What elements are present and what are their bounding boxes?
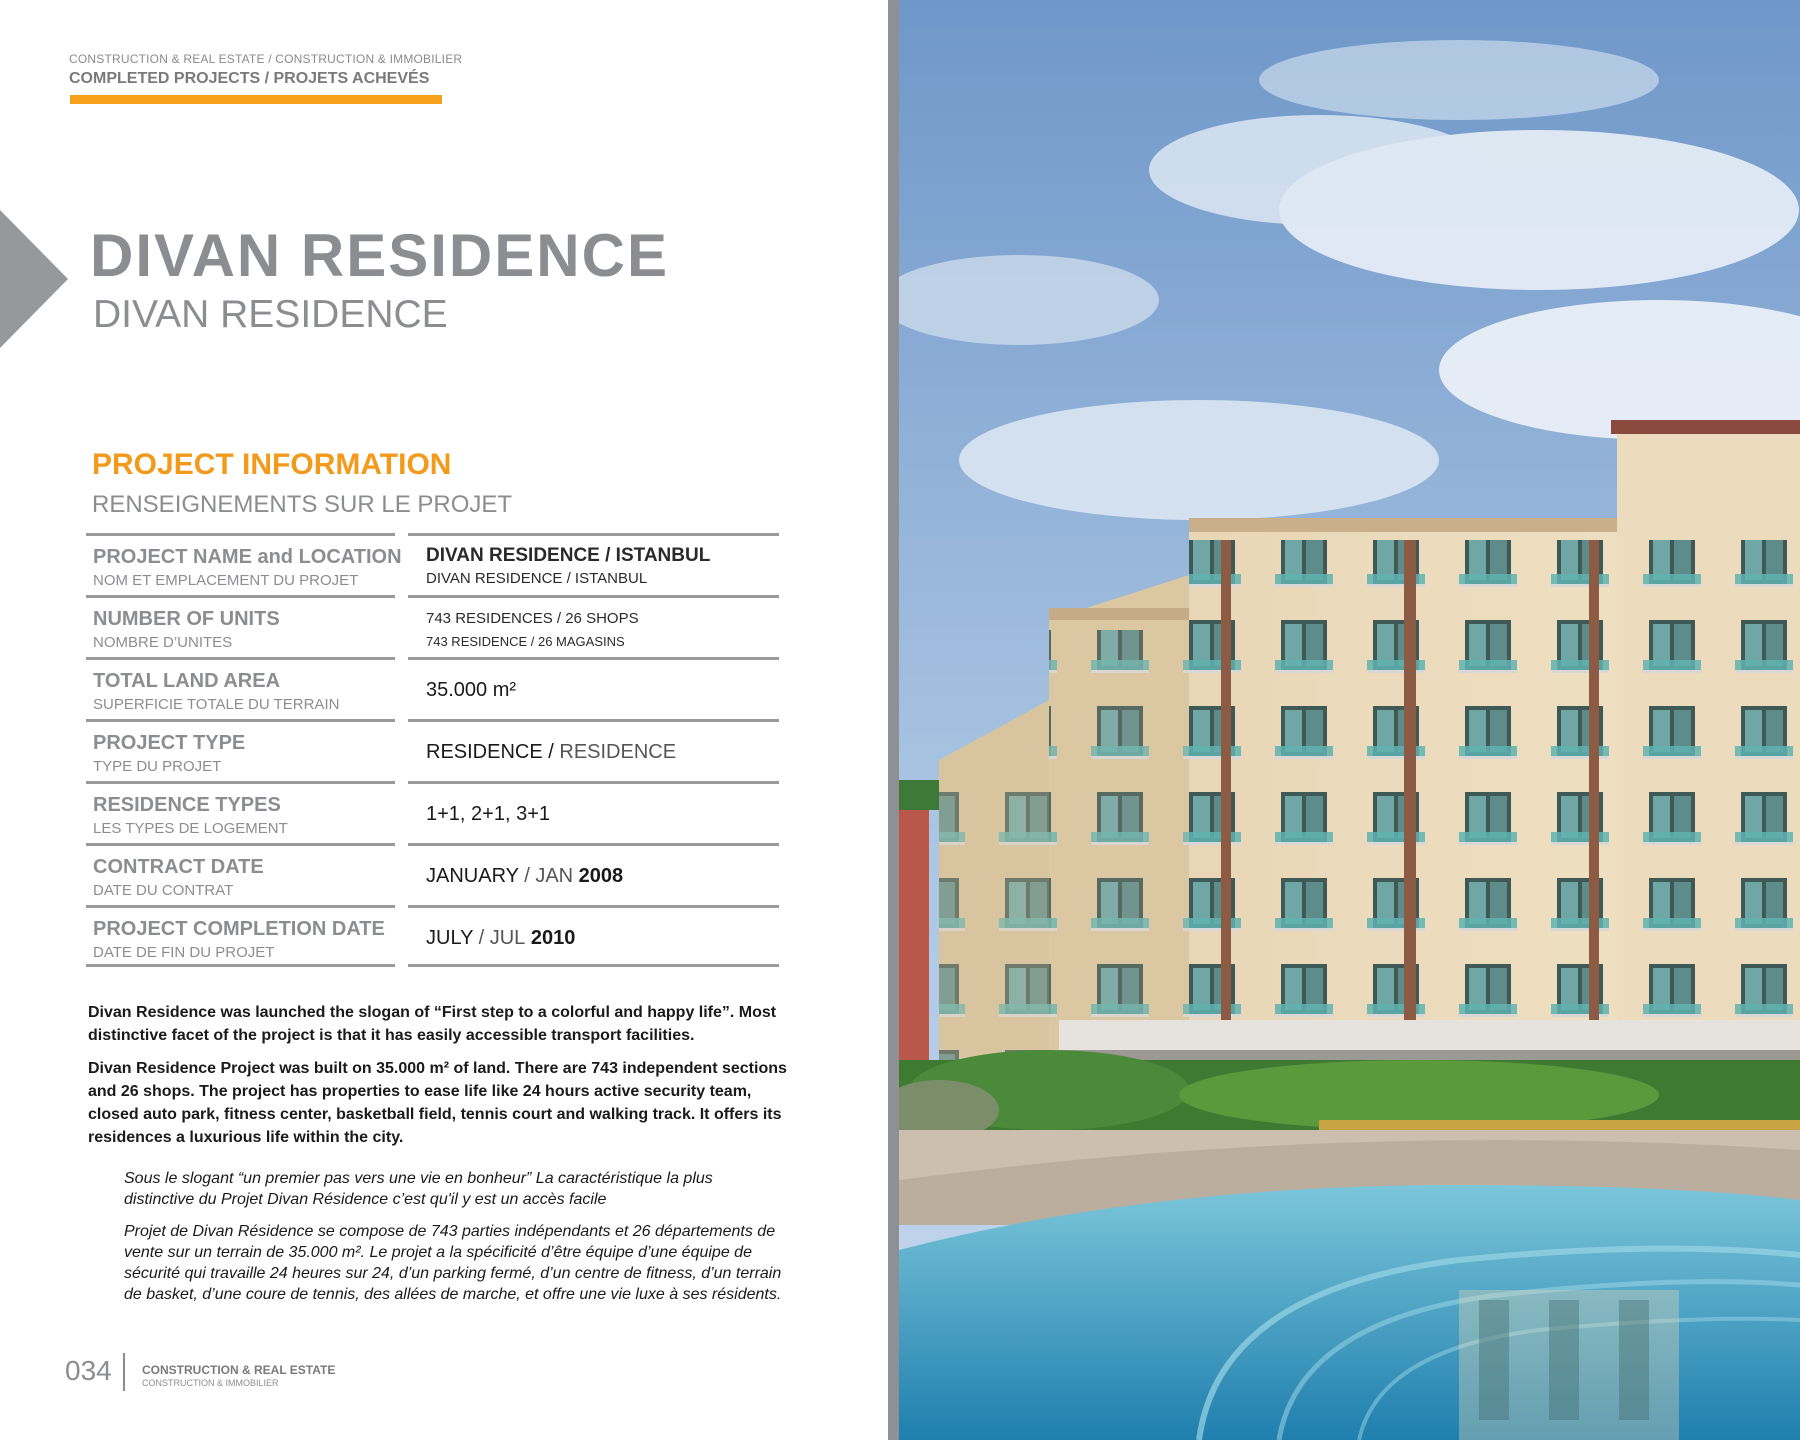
project-info-table xyxy=(86,533,779,967)
year: 2010 xyxy=(525,927,576,949)
page-title: DIVAN RESIDENCE xyxy=(90,222,669,289)
month-en: JANUARY xyxy=(426,865,519,887)
value-en: 743 RESIDENCES / 26 SHOPS xyxy=(426,610,639,627)
row-label xyxy=(86,595,395,654)
row-value xyxy=(408,905,779,967)
value-separator: / xyxy=(473,927,490,949)
info-page xyxy=(0,0,888,1440)
month-fr: JAN xyxy=(535,865,574,887)
label-fr: DATE DE FIN DU PROJET xyxy=(93,944,275,961)
section-subtitle: RENSEIGNEMENTS SUR LE PROJET xyxy=(92,491,513,518)
row-value xyxy=(408,595,779,654)
value-en: DIVAN RESIDENCE / ISTANBUL xyxy=(426,545,711,566)
footer-title: CONSTRUCTION & REAL ESTATE xyxy=(142,1363,336,1377)
value xyxy=(426,865,623,888)
value-fr: RESIDENCE xyxy=(559,741,677,763)
footer-subtitle: CONSTRUCTION & IMMOBILIER xyxy=(142,1378,279,1388)
table-row xyxy=(86,533,779,595)
page-subtitle: DIVAN RESIDENCE xyxy=(93,293,448,336)
label-en: NUMBER OF UNITS xyxy=(93,608,280,630)
value-separator: / xyxy=(518,865,536,887)
label-en: PROJECT NAME and LOCATION xyxy=(93,546,402,568)
row-label xyxy=(86,843,395,902)
value-separator: / xyxy=(542,741,560,763)
row-label xyxy=(86,657,395,716)
breadcrumb-category: COMPLETED PROJECTS / PROJETS ACHEVÉS xyxy=(69,70,430,87)
description-fr-paragraph: Sous le slogant “un premier pas vers une vie en bonheur” La caractéristique la plus distinctive du Projet Divan Résidence c’est qu'il y est un accès facile xyxy=(124,1170,713,1208)
value: 35.000 m² xyxy=(426,679,517,701)
accent-bar xyxy=(70,95,442,104)
label-fr: NOMBRE D’UNITES xyxy=(93,634,233,651)
year: 2008 xyxy=(573,865,624,887)
footer-divider xyxy=(123,1353,125,1391)
label-en: CONTRACT DATE xyxy=(93,856,264,878)
value xyxy=(426,927,575,950)
row-value xyxy=(408,781,779,840)
table-row xyxy=(86,905,779,967)
value-fr: DIVAN RESIDENCE / ISTANBUL xyxy=(426,570,648,587)
value-fr: 743 RESIDENCE / 26 MAGASINS xyxy=(426,634,625,649)
building-photo xyxy=(899,0,1800,1440)
label-en: RESIDENCE TYPES xyxy=(93,794,281,816)
table-row xyxy=(86,843,779,905)
row-label xyxy=(86,905,395,967)
value xyxy=(426,741,676,764)
row-label xyxy=(86,781,395,840)
page-divider xyxy=(888,0,899,1440)
row-value xyxy=(408,843,779,902)
label-en: PROJECT COMPLETION DATE xyxy=(93,918,385,940)
label-en: PROJECT TYPE xyxy=(93,732,246,754)
table-row xyxy=(86,781,779,843)
label-fr: TYPE DU PROJET xyxy=(93,758,222,775)
label-fr: SUPERFICIE TOTALE DU TERRAIN xyxy=(93,696,340,713)
label-fr: NOM ET EMPLACEMENT DU PROJET xyxy=(93,572,359,589)
row-value xyxy=(408,719,779,778)
section-title: PROJECT INFORMATION xyxy=(92,448,452,481)
month-en: JULY xyxy=(426,927,474,949)
row-value xyxy=(408,657,779,716)
triangle-marker-icon xyxy=(0,210,68,348)
label-en: TOTAL LAND AREA xyxy=(93,670,281,692)
row-label xyxy=(86,719,395,778)
row-value xyxy=(408,533,779,592)
value: 1+1, 2+1, 3+1 xyxy=(426,803,551,825)
table-row xyxy=(86,595,779,657)
page-number: 034 xyxy=(65,1355,112,1386)
row-label xyxy=(86,533,402,592)
description-en-paragraph: Divan Residence was launched the slogan of “First step to a colorful and happy life”. Most distinctive facet of the project is that it has easily accessible transport facilities. xyxy=(88,1004,777,1044)
breadcrumb-section: CONSTRUCTION & REAL ESTATE / CONSTRUCTION & IMMOBILIER xyxy=(69,52,463,66)
table-row xyxy=(86,657,779,719)
description-en-paragraph: Divan Residence Project was built on 35.000 m² of land. There are 743 independent sections and 26 shops. The project has properties to ease life like 24 hours active security team, closed auto park, fitness center, basketball field, tennis court and walking track. It offers its residences a luxurious life within the city. xyxy=(88,1060,787,1146)
value-en: RESIDENCE xyxy=(426,741,543,763)
table-row xyxy=(86,719,779,781)
label-fr: DATE DU CONTRAT xyxy=(93,882,234,899)
label-fr: LES TYPES DE LOGEMENT xyxy=(93,820,288,837)
month-fr: JUL xyxy=(489,927,526,949)
description-fr-paragraph: Projet de Divan Résidence se compose de 743 parties indépendants et 26 départements de vente sur un terrain de 35.000 m². Le projet a la spécificité d’être équipe d’une équipe de sécurité qui travaille 24 heures sur 24, d’un parking fermé, d’un centre de fitness, d’un terrain de basket, d’une coure de tennis, des allées de marche, et offre une vie luxe à ses résidents. xyxy=(124,1223,782,1303)
